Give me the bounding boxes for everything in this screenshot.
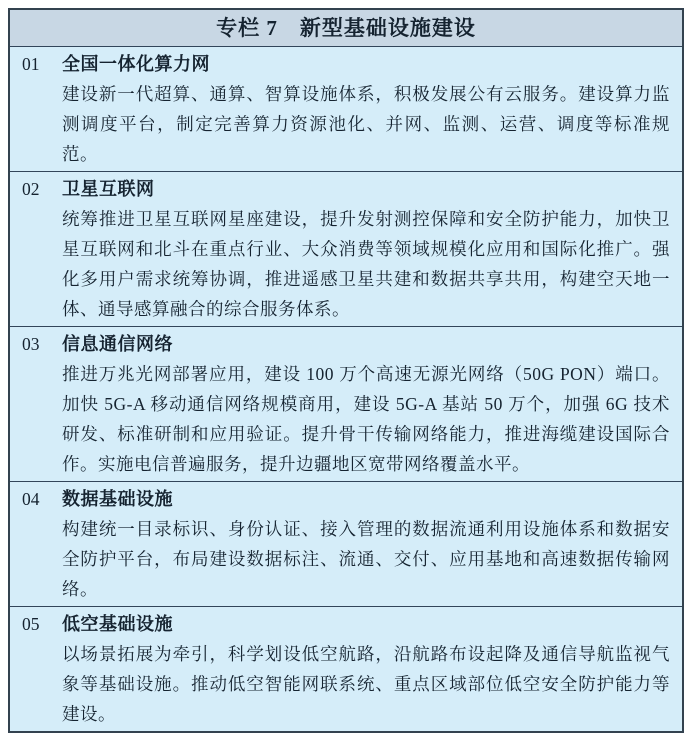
section-body: 建设新一代超算、通算、智算设施体系，积极发展公有云服务。建设算力监测调度平台，制定完善算力资源池化、并网、监测、运营、调度等标准规范。: [62, 84, 670, 164]
section-04: [10, 481, 682, 606]
section-number: 03: [22, 334, 40, 354]
section-title: 数据基础设施: [62, 489, 173, 509]
section-03: [10, 326, 682, 481]
section-heading: [22, 484, 670, 514]
section-number: 04: [22, 489, 40, 509]
section-number: 01: [22, 54, 40, 74]
section-number: 02: [22, 179, 40, 199]
section-01: [10, 46, 682, 171]
section-heading: [22, 174, 670, 204]
panel-title: 专栏 7 新型基础设施建设: [10, 10, 682, 46]
section-title: 卫星互联网: [62, 179, 155, 199]
infobox-column-7: [8, 8, 684, 733]
section-body: 以场景拓展为牵引，科学划设低空航路，沿航路布设起降及通信导航监视气象等基础设施。推动低空智能网联系统、重点区域部位低空安全防护能力等建设。: [62, 644, 670, 724]
section-05: [10, 606, 682, 731]
section-title: 全国一体化算力网: [62, 54, 210, 74]
section-title: 低空基础设施: [62, 614, 173, 634]
section-body: 构建统一目录标识、身份认证、接入管理的数据流通利用设施体系和数据安全防护平台，布局建设数据标注、流通、交付、应用基地和高速数据传输网络。: [62, 519, 670, 599]
section-number: 05: [22, 614, 40, 634]
section-heading: [22, 609, 670, 639]
section-body: 统筹推进卫星互联网星座建设，提升发射测控保障和安全防护能力，加快卫星互联网和北斗在重点行业、大众消费等领域规模化应用和国际化推广。强化多用户需求统筹协调，推进遥感卫星共建和数据共享共用，构建空天地一体、通导感算融合的综合服务体系。: [62, 209, 670, 319]
section-title: 信息通信网络: [62, 334, 173, 354]
section-02: [10, 171, 682, 326]
section-heading: [22, 49, 670, 79]
section-body: 推进万兆光网部署应用，建设 100 万个高速无源光网络（50G PON）端口。加快 5G-A 移动通信网络规模商用，建设 5G-A 基站 50 万个，加强 6G 技术研发、标准研制和应用验证。提升骨干传输网络能力，推进海缆建设国际合作。实施电信普遍服务，提升边疆地区宽带网络覆盖水平。: [62, 364, 670, 474]
section-heading: [22, 329, 670, 359]
